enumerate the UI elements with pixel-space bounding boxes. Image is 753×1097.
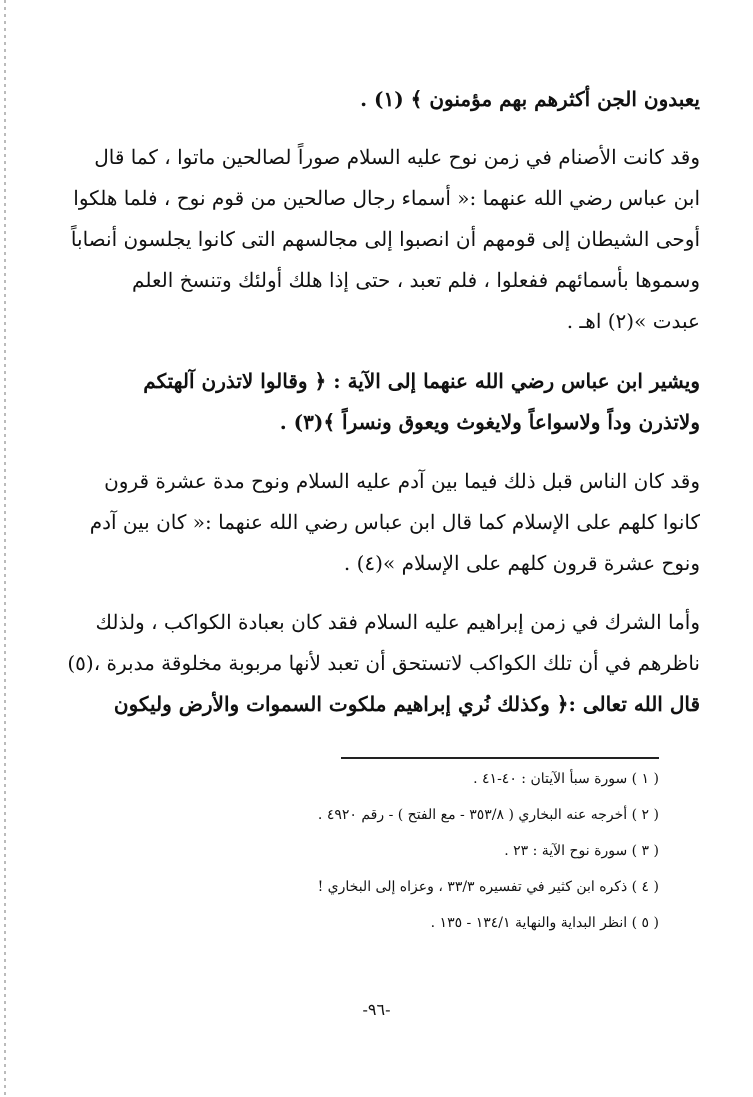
body-line: ونوح عشرة قرون كلهم على الإسلام »(٤) . bbox=[343, 551, 700, 575]
body-line: قال الله تعالى :﴿ وكذلك نُري إبراهيم ملكوت السموات والأرض وليكون bbox=[113, 692, 700, 716]
body-line: يعبدون الجن أكثرهم بهم مؤمنون ﴾ (١) . bbox=[360, 87, 700, 111]
body-line: وقد كانت الأصنام في زمن نوح عليه السلام صوراً لصالحين ماتوا ، كما قال bbox=[94, 145, 700, 169]
footnote-separator bbox=[341, 757, 659, 759]
body-line: ابن عباس رضي الله عنهما :« أسماء رجال صالحين من قوم نوح ، فلما هلكوا bbox=[73, 186, 700, 210]
body-line: ولاتذرن وداً ولاسواعاً ولايغوث ويعوق ونسراً ﴾(٣) . bbox=[279, 410, 700, 434]
binding-edge bbox=[4, 0, 6, 1097]
body-line: عبدت »(٢) اهـ . bbox=[566, 309, 700, 333]
footnote: ( ٣ ) سورة نوح الآية : ٢٣ . bbox=[504, 843, 659, 859]
footnote: ( ٤ ) ذكره ابن كثير في تفسيره ٣٣/٣ ، وعزاه إلى البخاري ! bbox=[317, 879, 659, 895]
body-line: كانوا كلهم على الإسلام كما قال ابن عباس رضي الله عنهما :« كان بين آدم bbox=[89, 510, 700, 534]
body-line: ويشير ابن عباس رضي الله عنهما إلى الآية : ﴿ وقالوا لاتذرن آلهتكم bbox=[143, 369, 700, 393]
footnote: ( ٢ ) أخرجه عنه البخاري ( ٣٥٣/٨ - مع الفتح ) - رقم ٤٩٢٠ . bbox=[317, 807, 659, 823]
body-line: ناظرهم في أن تلك الكواكب لاتستحق أن تعبد لأنها مربوبة مخلوقة مدبرة ،(٥) bbox=[67, 651, 700, 675]
footnote: ( ١ ) سورة سبأ الآيتان : ٤٠-٤١ . bbox=[473, 771, 659, 787]
page-number: -٩٦- bbox=[362, 1000, 391, 1019]
body-line: وسموها بأسمائهم ففعلوا ، فلم تعبد ، حتى إذا هلك أولئك وتنسخ العلم bbox=[132, 268, 700, 292]
body-line: أوحى الشيطان إلى قومهم أن انصبوا إلى مجالسهم التى كانوا يجلسون أنصاباً bbox=[70, 227, 700, 251]
body-line: وأما الشرك في زمن إبراهيم عليه السلام فقد كان بعبادة الكواكب ، ولذلك bbox=[95, 610, 700, 634]
footnote: ( ٥ ) انظر البداية والنهاية ١٣٤/١ - ١٣٥ . bbox=[430, 915, 659, 931]
body-line: وقد كان الناس قبل ذلك فيما بين آدم عليه السلام ونوح مدة عشرة قرون bbox=[104, 469, 700, 493]
